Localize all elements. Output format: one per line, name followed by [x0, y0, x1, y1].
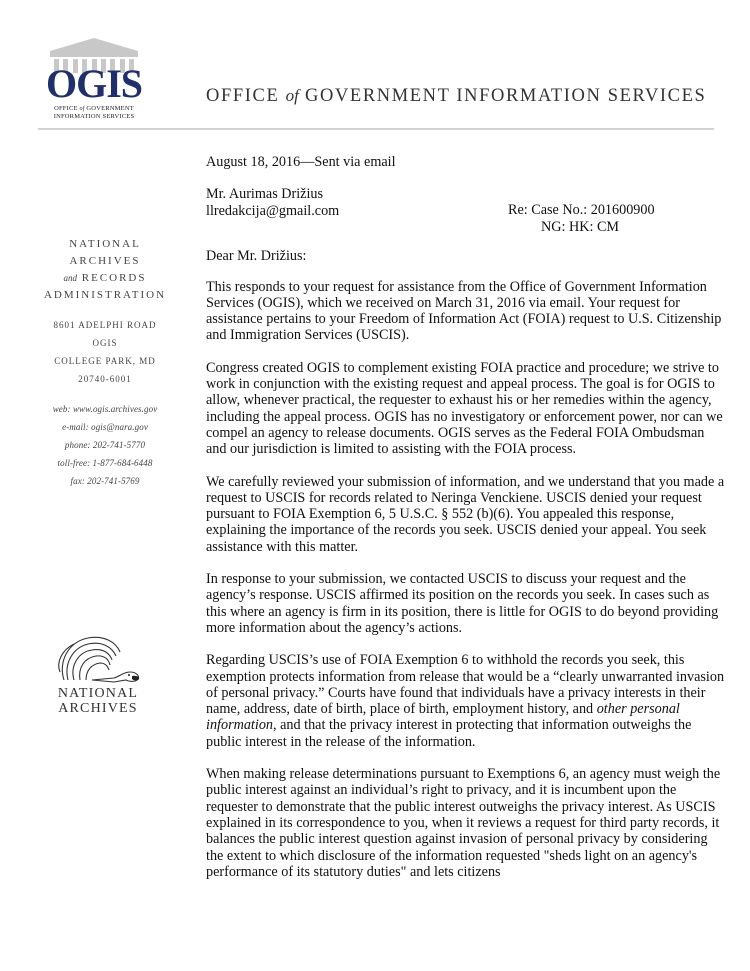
case-number: Re: Case No.: 201600900: [508, 202, 655, 219]
address-zip: 20740-6001: [78, 374, 132, 384]
address-city: COLLEGE PARK, MD: [54, 356, 156, 366]
address-office: OGIS: [92, 338, 118, 348]
agency-name: NATIONAL ARCHIVES and RECORDS ADMINISTRATION: [43, 238, 167, 301]
building-entablature: [50, 51, 138, 57]
paragraph-6: When making release determinations pursuant to Exemptions 6, an agency must weigh the public interest against an individual’s right to privacy, and it is incumbent upon the requester to demonstrate that the public interest outweighs the privacy interest. As USCIS explained in its correspondence to you, when it reviews a request for third party records, it balances the public interest question against invasion of personal privacy by considering the extent to which disclosure of the information requested "sheds light on an agency's performance of its statutory duties" and lets citizens: [206, 766, 721, 880]
sidebar: [30, 236, 180, 490]
eagle-icon: [54, 632, 144, 686]
paragraph-5: Regarding USCIS’s use of FOIA Exemption 6 to withhold the records you seek, this exemption protects information from release that would be a “clearly unwarranted invasion of personal privacy.” Courts have found that individuals have a privacy interests in their name, address, date of birth, place of birth, employment history, and other personal information, and that the privacy interest in protecting that information outweighs the public interest in the release of the information.: [206, 652, 725, 750]
letter-date: August 18, 2016—Sent via email: [206, 154, 396, 170]
contact-phone: phone: 202-741-5770: [64, 440, 146, 450]
mailing-address: [30, 316, 180, 388]
recipient-email: llredakcija@gmail.com: [206, 202, 340, 219]
letterhead-title: OFFICE of GOVERNMENT INFORMATION SERVICES: [206, 86, 707, 106]
case-reference: [508, 202, 655, 235]
national-archives-logo: [48, 632, 148, 727]
contact-web[interactable]: web: www.ogis.archives.gov: [52, 404, 158, 414]
salutation: Dear Mr. Drižius:: [206, 248, 307, 265]
case-codes: NG: HK: CM: [541, 218, 620, 235]
paragraph-1: This responds to your request for assistance from the Office of Government Information Services (OGIS), which we received on March 31, 2016 via email. Your request for assistance pertains to your Freedom of Information Act (FOIA) request to U.S. Citizenship and Immigration Services (USCIS).: [206, 278, 722, 344]
building-columns-icon: [50, 38, 138, 51]
contact-email[interactable]: e-mail: ogis@nara.gov: [62, 422, 148, 432]
contact-info: [30, 400, 180, 490]
address-street: 8601 ADELPHI ROAD: [53, 320, 157, 330]
ogis-logo-subtitle: OFFICE of GOVERNMENT INFORMATION SERVICES: [53, 105, 135, 120]
ogis-wordmark: OGIS: [46, 61, 143, 106]
contact-fax: fax: 202-741-5769: [70, 476, 140, 486]
paragraph-3: We carefully reviewed your submission of information, and we understand that you made a request to USCIS for records related to Neringa Venckiene. USCIS denied your request pursuant to FOIA Exemption 6, 5 U.S.C. § 552 (b)(6). You appealed this response, explaining the importance of the records you seek. USCIS denied your appeal. You seek assistance with this matter.: [206, 473, 725, 555]
paragraph-2: Congress created OGIS to complement existing FOIA practice and procedure; we strive to work in conjunction with the existing request and appeal process. The goal is for OGIS to allow, whenever practical, the requester to exhaust his or her remedies within the agency, including the appeal process. OGIS has no investigatory or enforcement power, nor can we compel an agency to release documents. OGIS serves as the Federal FOIA Ombudsman and our jurisdiction is limited to assisting with the FOIA process.: [206, 359, 723, 458]
address-block: [206, 186, 726, 236]
recipient-name: Mr. Aurimas Drižius: [206, 186, 324, 203]
ogis-logo: [38, 34, 148, 126]
contact-toll-free: toll-free: 1-877-684-6448: [57, 458, 153, 468]
header-divider: [38, 128, 714, 130]
national-archives-wordmark: NATIONAL ARCHIVES: [57, 686, 139, 716]
letter-body: [206, 154, 726, 896]
paragraph-4: In response to your submission, we contacted USCIS to discuss your request and the agency’s response. USCIS affirmed its position on the records you seek. In cases such as this where an agency is firm in its position, there is little for OGIS to do beyond providing more information about the agency’s actions.: [206, 571, 719, 636]
